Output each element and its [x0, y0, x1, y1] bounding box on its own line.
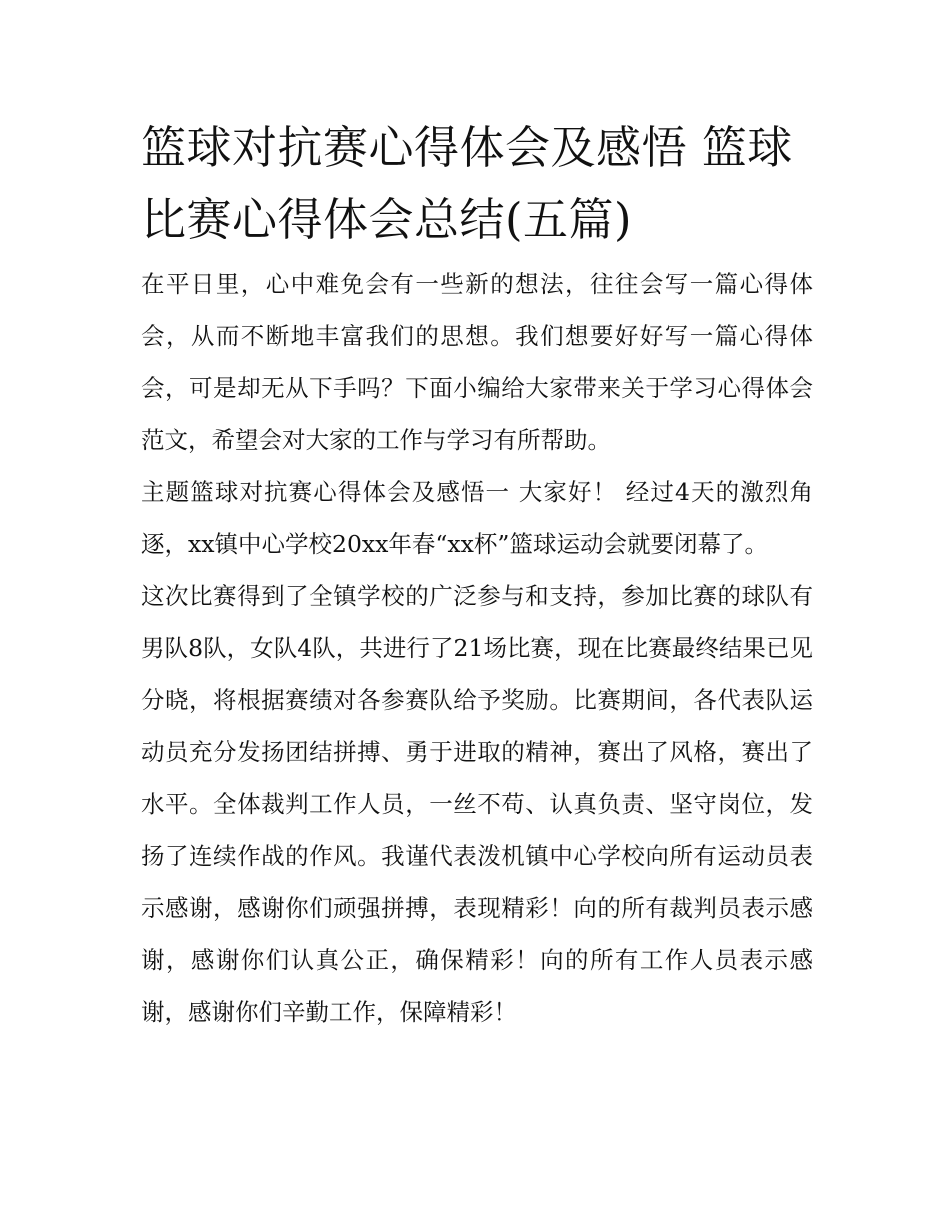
paragraph-intro: 在平日里，心中难免会有一些新的想法，往往会写一篇心得体会，从而不断地丰富我们的思想。我们想要好好写一篇心得体会，可是却无从下手吗？下面小编给大家带来关于学习心得体会范文，希望会对大家的工作与学习有所帮助。	[141, 270, 813, 454]
document-title: 篮球对抗赛心得体会及感悟 篮球比赛心得体会总结(五篇)	[141, 121, 793, 246]
paragraph-greeting: 主题篮球对抗赛心得体会及感悟一 大家好！ 经过4天的激烈角逐，xx镇中心学校20xx年春“xx杯”篮球运动会就要闭幕了。	[141, 478, 813, 558]
document-body	[141, 112, 813, 1038]
paragraph-competition-summary: 这次比赛得到了全镇学校的广泛参与和支持，参加比赛的球队有男队8队，女队4队，共进行了21场比赛，现在比赛最终结果已见分晓，将根据赛绩对各参赛队给予奖励。比赛期间，各代表队运动员充分发扬团结拼搏、勇于进取的精神，赛出了风格，赛出了水平。全体裁判工作人员，一丝不苟、认真负责、坚守岗位，发扬了连续作战的作风。我谨代表泼机镇中心学校向所有运动员表示感谢，感谢你们顽强拼搏，表现精彩！向的所有裁判员表示感谢，感谢你们认真公正，确保精彩！向的所有工作人员表示感谢，感谢你们辛勤工作，保障精彩！	[141, 582, 813, 1026]
